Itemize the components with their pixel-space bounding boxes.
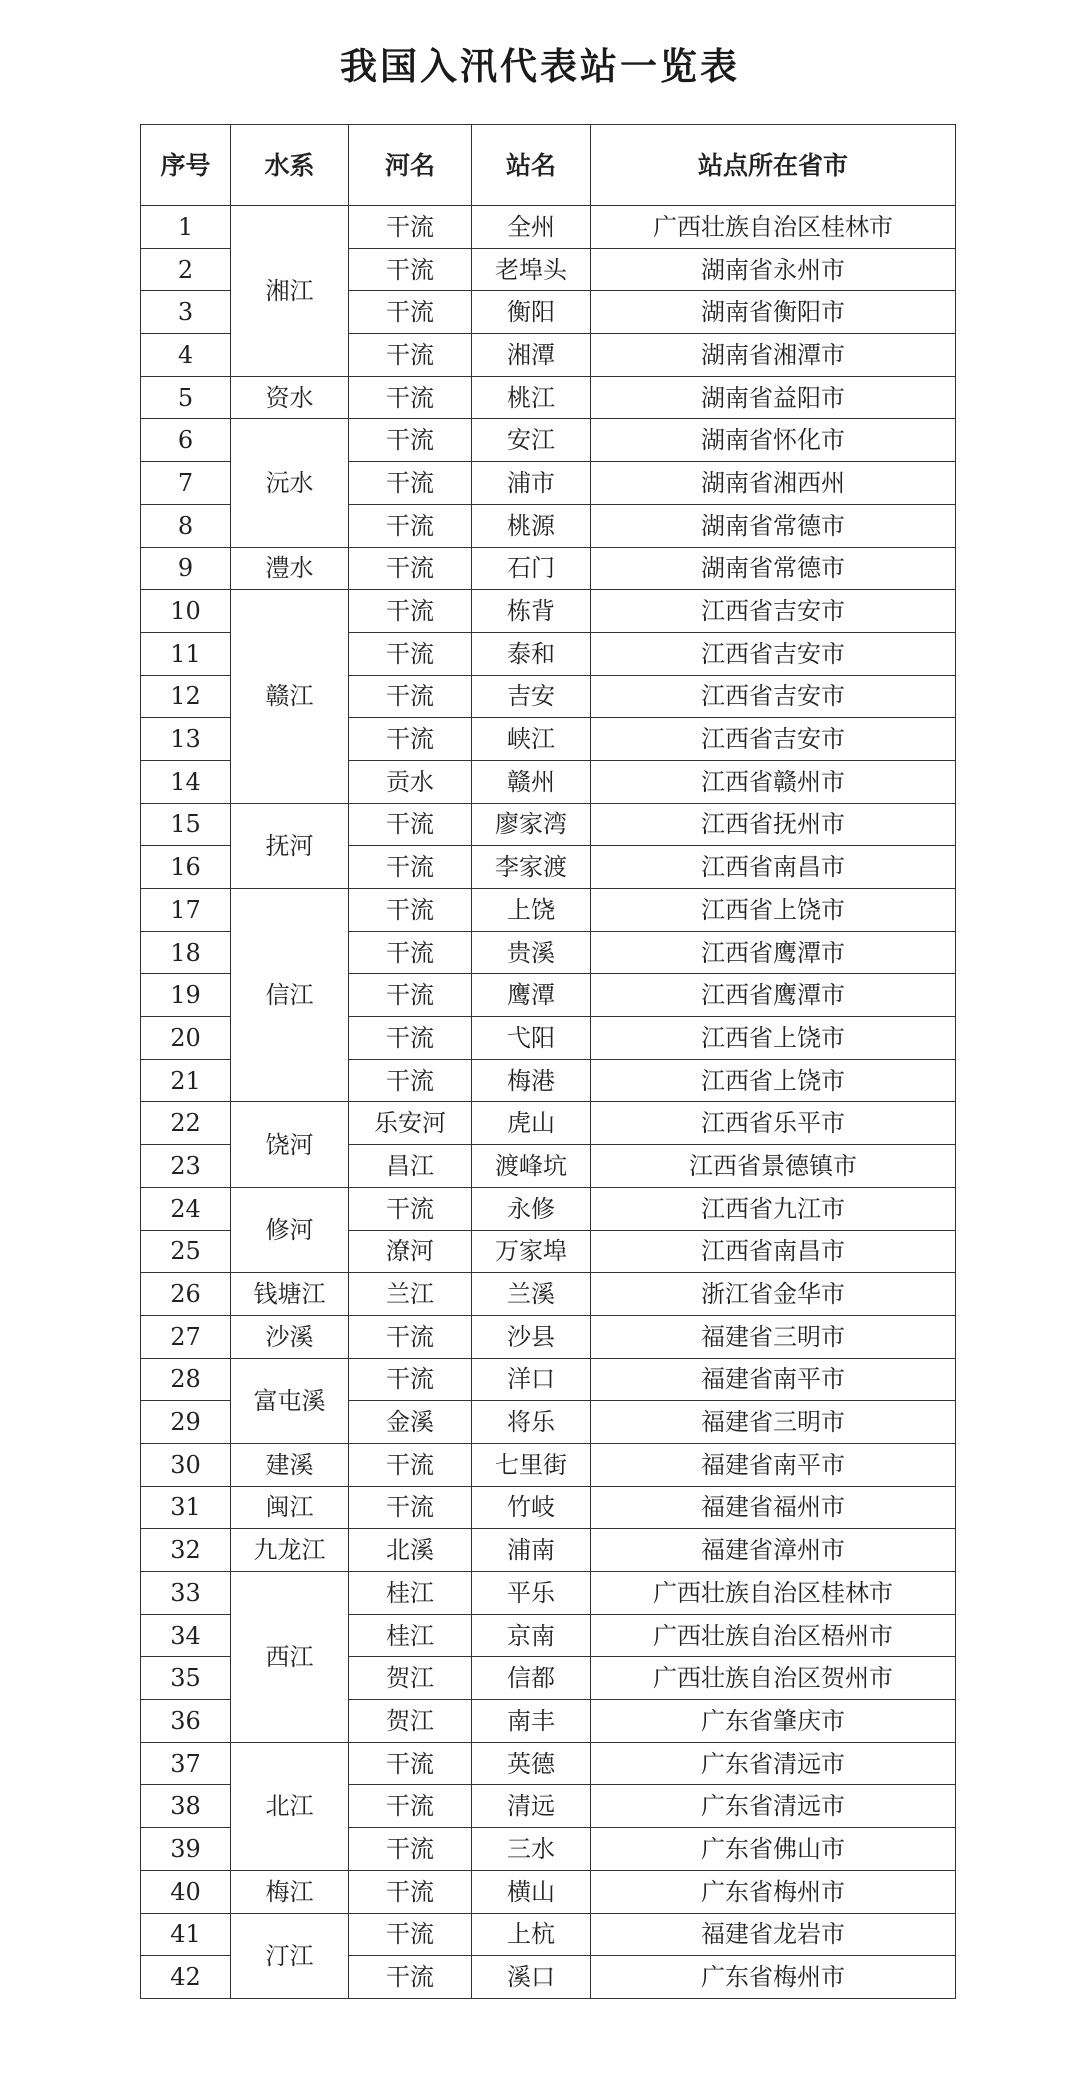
cell-system: 九龙江 [231,1529,349,1572]
cell-river: 干流 [349,547,472,590]
cell-location: 湖南省常德市 [591,547,956,590]
cell-location: 湖南省湘西州 [591,462,956,505]
cell-river: 干流 [349,675,472,718]
cell-system: 饶河 [231,1102,349,1187]
cell-location: 湖南省湘潭市 [591,334,956,377]
cell-location: 江西省鹰潭市 [591,931,956,974]
cell-location: 广东省梅州市 [591,1956,956,1999]
cell-location: 浙江省金华市 [591,1273,956,1316]
cell-system: 湘江 [231,206,349,377]
cell-station: 吉安 [472,675,591,718]
table-row [141,803,956,846]
cell-seq: 2 [141,248,231,291]
cell-seq: 19 [141,974,231,1017]
cell-seq: 28 [141,1358,231,1401]
cell-seq: 21 [141,1059,231,1102]
cell-seq: 37 [141,1742,231,1785]
cell-river: 桂江 [349,1614,472,1657]
cell-location: 江西省乐平市 [591,1102,956,1145]
page-title: 我国入汛代表站一览表 [340,45,740,88]
table-row [141,1102,956,1145]
cell-river: 干流 [349,803,472,846]
header-seq: 序号 [141,125,231,206]
cell-location: 福建省龙岩市 [591,1913,956,1956]
cell-seq: 23 [141,1145,231,1188]
cell-seq: 9 [141,547,231,590]
cell-location: 广西壮族自治区梧州市 [591,1614,956,1657]
cell-seq: 30 [141,1443,231,1486]
cell-system: 修河 [231,1187,349,1272]
cell-seq: 3 [141,291,231,334]
table-row [141,376,956,419]
cell-location: 广西壮族自治区桂林市 [591,1572,956,1615]
cell-river: 干流 [349,1443,472,1486]
table-row [141,419,956,462]
cell-location: 江西省吉安市 [591,632,956,675]
cell-location: 福建省三明市 [591,1315,956,1358]
cell-river: 干流 [349,1358,472,1401]
cell-location: 广西壮族自治区贺州市 [591,1657,956,1700]
cell-seq: 39 [141,1828,231,1871]
cell-station: 弋阳 [472,1017,591,1060]
cell-location: 江西省吉安市 [591,590,956,633]
cell-river: 干流 [349,1742,472,1785]
table-row [141,1529,956,1572]
cell-location: 福建省福州市 [591,1486,956,1529]
cell-river: 干流 [349,1059,472,1102]
cell-station: 石门 [472,547,591,590]
cell-system: 抚河 [231,803,349,888]
cell-station: 桃江 [472,376,591,419]
cell-river: 干流 [349,462,472,505]
cell-seq: 24 [141,1187,231,1230]
cell-location: 江西省抚州市 [591,803,956,846]
cell-station: 梅港 [472,1059,591,1102]
cell-station: 兰溪 [472,1273,591,1316]
cell-system: 沅水 [231,419,349,547]
cell-seq: 33 [141,1572,231,1615]
cell-river: 干流 [349,1315,472,1358]
cell-location: 广东省清远市 [591,1742,956,1785]
cell-system: 闽江 [231,1486,349,1529]
cell-station: 上杭 [472,1913,591,1956]
cell-seq: 42 [141,1956,231,1999]
cell-location: 江西省鹰潭市 [591,974,956,1017]
cell-station: 栋背 [472,590,591,633]
cell-seq: 25 [141,1230,231,1273]
table-row [141,1273,956,1316]
cell-location: 江西省吉安市 [591,675,956,718]
cell-location: 江西省上饶市 [591,1017,956,1060]
cell-system: 澧水 [231,547,349,590]
cell-seq: 17 [141,889,231,932]
cell-seq: 18 [141,931,231,974]
cell-station: 浦南 [472,1529,591,1572]
cell-river: 贡水 [349,760,472,803]
table-body [141,206,956,1999]
cell-seq: 34 [141,1614,231,1657]
cell-station: 贵溪 [472,931,591,974]
cell-seq: 35 [141,1657,231,1700]
cell-seq: 8 [141,504,231,547]
cell-river: 干流 [349,632,472,675]
cell-seq: 7 [141,462,231,505]
cell-seq: 5 [141,376,231,419]
cell-river: 干流 [349,504,472,547]
cell-location: 江西省南昌市 [591,846,956,889]
cell-river: 干流 [349,846,472,889]
cell-location: 江西省上饶市 [591,889,956,932]
cell-river: 干流 [349,590,472,633]
table-row [141,889,956,932]
cell-system: 汀江 [231,1913,349,1998]
cell-station: 七里街 [472,1443,591,1486]
cell-station: 将乐 [472,1401,591,1444]
header-station: 站名 [472,125,591,206]
cell-seq: 12 [141,675,231,718]
cell-location: 江西省上饶市 [591,1059,956,1102]
cell-station: 泰和 [472,632,591,675]
cell-seq: 40 [141,1870,231,1913]
cell-location: 江西省景德镇市 [591,1145,956,1188]
cell-station: 洋口 [472,1358,591,1401]
table-row [141,1572,956,1615]
cell-location: 湖南省永州市 [591,248,956,291]
header-location: 站点所在省市 [591,125,956,206]
cell-system: 资水 [231,376,349,419]
cell-system: 西江 [231,1572,349,1743]
cell-location: 福建省南平市 [591,1358,956,1401]
cell-seq: 6 [141,419,231,462]
cell-river: 金溪 [349,1401,472,1444]
stations-table [140,124,956,1999]
cell-station: 信都 [472,1657,591,1700]
cell-location: 江西省吉安市 [591,718,956,761]
table-row [141,206,956,249]
cell-location: 湖南省益阳市 [591,376,956,419]
cell-river: 贺江 [349,1657,472,1700]
header-river: 河名 [349,125,472,206]
cell-river: 昌江 [349,1145,472,1188]
cell-station: 横山 [472,1870,591,1913]
cell-station: 万家埠 [472,1230,591,1273]
cell-seq: 20 [141,1017,231,1060]
cell-station: 溪口 [472,1956,591,1999]
cell-seq: 27 [141,1315,231,1358]
cell-seq: 29 [141,1401,231,1444]
table-row [141,1742,956,1785]
cell-river: 乐安河 [349,1102,472,1145]
cell-system: 钱塘江 [231,1273,349,1316]
cell-river: 干流 [349,1017,472,1060]
cell-seq: 15 [141,803,231,846]
cell-location: 福建省漳州市 [591,1529,956,1572]
cell-location: 福建省三明市 [591,1401,956,1444]
cell-seq: 22 [141,1102,231,1145]
cell-station: 老埠头 [472,248,591,291]
cell-location: 湖南省常德市 [591,504,956,547]
cell-river: 干流 [349,419,472,462]
cell-location: 福建省南平市 [591,1443,956,1486]
cell-river: 干流 [349,1870,472,1913]
cell-seq: 16 [141,846,231,889]
cell-system: 赣江 [231,590,349,803]
table-row [141,1486,956,1529]
cell-river: 干流 [349,1486,472,1529]
cell-station: 赣州 [472,760,591,803]
table-row [141,1913,956,1956]
cell-river: 桂江 [349,1572,472,1615]
cell-station: 三水 [472,1828,591,1871]
cell-river: 干流 [349,1956,472,1999]
table-row [141,1187,956,1230]
cell-seq: 1 [141,206,231,249]
header-system: 水系 [231,125,349,206]
cell-seq: 13 [141,718,231,761]
cell-system: 北江 [231,1742,349,1870]
cell-seq: 11 [141,632,231,675]
cell-station: 渡峰坑 [472,1145,591,1188]
cell-station: 峡江 [472,718,591,761]
cell-river: 干流 [349,931,472,974]
cell-location: 江西省赣州市 [591,760,956,803]
cell-station: 清远 [472,1785,591,1828]
cell-location: 广东省清远市 [591,1785,956,1828]
cell-station: 竹岐 [472,1486,591,1529]
cell-station: 上饶 [472,889,591,932]
table-row [141,547,956,590]
cell-station: 京南 [472,1614,591,1657]
cell-station: 衡阳 [472,291,591,334]
cell-station: 李家渡 [472,846,591,889]
cell-seq: 31 [141,1486,231,1529]
cell-station: 平乐 [472,1572,591,1615]
cell-system: 富屯溪 [231,1358,349,1443]
cell-system: 沙溪 [231,1315,349,1358]
cell-system: 梅江 [231,1870,349,1913]
table-row [141,1870,956,1913]
table-header-row [141,125,956,206]
table-row [141,1358,956,1401]
cell-location: 广东省肇庆市 [591,1700,956,1743]
cell-river: 干流 [349,248,472,291]
cell-location: 湖南省怀化市 [591,419,956,462]
cell-river: 兰江 [349,1273,472,1316]
cell-river: 干流 [349,206,472,249]
table-row [141,590,956,633]
cell-river: 干流 [349,1187,472,1230]
cell-seq: 26 [141,1273,231,1316]
cell-seq: 10 [141,590,231,633]
cell-station: 全州 [472,206,591,249]
cell-station: 廖家湾 [472,803,591,846]
cell-seq: 32 [141,1529,231,1572]
cell-station: 浦市 [472,462,591,505]
cell-seq: 4 [141,334,231,377]
cell-river: 干流 [349,1913,472,1956]
cell-location: 湖南省衡阳市 [591,291,956,334]
cell-river: 北溪 [349,1529,472,1572]
cell-seq: 14 [141,760,231,803]
cell-seq: 38 [141,1785,231,1828]
cell-river: 干流 [349,718,472,761]
cell-station: 南丰 [472,1700,591,1743]
cell-station: 虎山 [472,1102,591,1145]
cell-river: 干流 [349,376,472,419]
cell-seq: 36 [141,1700,231,1743]
cell-river: 干流 [349,1785,472,1828]
cell-station: 安江 [472,419,591,462]
cell-river: 干流 [349,1828,472,1871]
cell-station: 桃源 [472,504,591,547]
cell-station: 英德 [472,1742,591,1785]
cell-station: 永修 [472,1187,591,1230]
cell-location: 江西省九江市 [591,1187,956,1230]
cell-station: 鹰潭 [472,974,591,1017]
cell-river: 干流 [349,974,472,1017]
cell-location: 广西壮族自治区桂林市 [591,206,956,249]
cell-location: 江西省南昌市 [591,1230,956,1273]
cell-river: 干流 [349,889,472,932]
cell-river: 贺江 [349,1700,472,1743]
cell-station: 沙县 [472,1315,591,1358]
cell-station: 湘潭 [472,334,591,377]
cell-river: 潦河 [349,1230,472,1273]
table-row [141,1443,956,1486]
cell-location: 广东省佛山市 [591,1828,956,1871]
cell-seq: 41 [141,1913,231,1956]
cell-system: 建溪 [231,1443,349,1486]
cell-location: 广东省梅州市 [591,1870,956,1913]
cell-river: 干流 [349,334,472,377]
cell-system: 信江 [231,889,349,1102]
cell-river: 干流 [349,291,472,334]
table-row [141,1315,956,1358]
